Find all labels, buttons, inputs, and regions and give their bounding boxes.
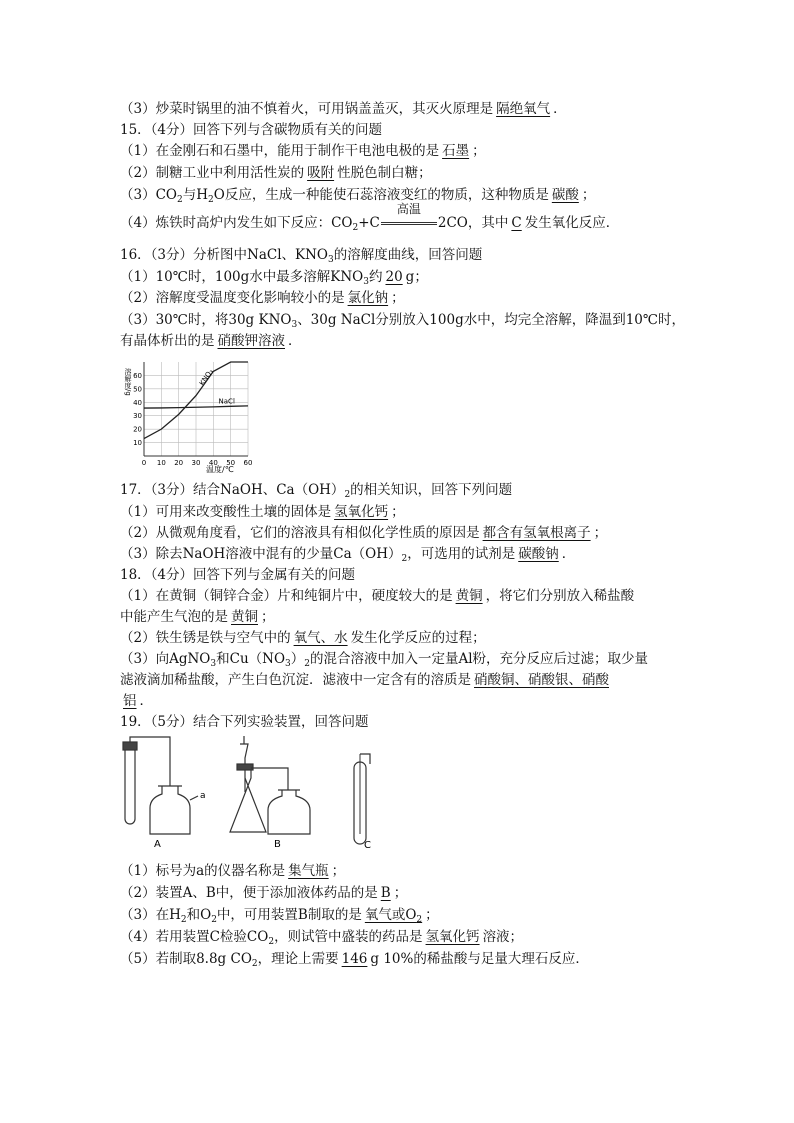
x-tick-label: 0 bbox=[141, 459, 147, 467]
answer: 146 bbox=[341, 951, 368, 967]
y-tick-label: 10 bbox=[133, 439, 142, 448]
y-tick-label: 30 bbox=[133, 412, 142, 421]
q19-4: （4）若用装置C检验$CO_2$，则试管中盛装的药品是 氢氧化钙 溶液； bbox=[120, 929, 524, 947]
q18-3-cont: 滤液滴加稀盐酸，产生白色沉淀．滤液中一定含有的溶质是 硝酸铜、硝酸银、硝酸 bbox=[120, 671, 612, 689]
y-tick-label: 60 bbox=[133, 371, 142, 380]
label-a: a bbox=[200, 791, 206, 801]
answer: 20 bbox=[385, 269, 403, 285]
q14-3: （3）炒菜时锅里的油不慎着火，可用锅盖盖灭，其灭火原理是 隔绝氧气 ． bbox=[120, 101, 567, 117]
q16-2: （2）溶解度受温度变化影响较小的是 氯化钠 ； bbox=[120, 290, 405, 306]
solubility-chart bbox=[120, 356, 260, 474]
q18-1-cont: 中能产生气泡的是 黄铜 ； bbox=[120, 609, 275, 625]
q17-3: （3）除去NaOH溶液中混有的少量$Ca(OH)_2$，可选用的试剂是 碳酸钠 ． bbox=[120, 546, 576, 564]
x-tick-label: 30 bbox=[191, 459, 201, 467]
y-tick-label: 40 bbox=[133, 398, 142, 407]
q19-3: （3）在$H_2$和$O_2$中，可用装置B制取的是 氧气或$O_2$ ； bbox=[120, 907, 439, 925]
y-tick-label: 20 bbox=[133, 425, 142, 434]
x-tick-label: 60 bbox=[243, 459, 253, 467]
q19-1: （1）标号为a的仪器名称是 集气瓶 ； bbox=[120, 863, 346, 879]
q15-header: 15．（4分）回答下列与含碳物质有关的问题 bbox=[120, 122, 383, 138]
answer: 硝酸钾溶液 bbox=[217, 333, 285, 349]
answer: C bbox=[511, 215, 522, 231]
q16-header: 16．（3分）分析图中NaCl、$KNO_3$的溶解度曲线，回答问题 bbox=[120, 247, 483, 265]
gas-bottle-b bbox=[268, 790, 310, 834]
apparatus-figure bbox=[118, 734, 388, 852]
label-B: B bbox=[274, 839, 281, 850]
test-tube-a bbox=[123, 742, 137, 824]
chart-ticks bbox=[133, 372, 252, 467]
q16-3: （3）30℃时，将30g $KNO_3$、30g NaCl分别放入100g水中，均完全溶解，降温到10℃时， bbox=[120, 312, 685, 330]
q16-3-cont: 有晶体析出的是 硝酸钾溶液 ． bbox=[120, 333, 302, 349]
x-tick-label: 50 bbox=[226, 459, 236, 467]
answer: 集气瓶 bbox=[288, 863, 329, 879]
y-axis-label: 溶解度/g bbox=[124, 368, 132, 396]
answer: 硝酸铜、硝酸银、硝酸 bbox=[474, 672, 609, 688]
y-tick-label: 50 bbox=[133, 385, 142, 394]
q16-1: （1）10℃时，100g水中最多溶解$KNO_3$约 20 g； bbox=[120, 269, 428, 287]
q18-3-cont2: 铝 ． bbox=[120, 692, 153, 710]
answer: 氯化钠 bbox=[347, 290, 389, 306]
q19-2: （2）装置A、B中，便于添加液体药品的是 B ； bbox=[120, 885, 408, 901]
q19-header: 19．（5分）结合下列实验装置，回答问题 bbox=[120, 714, 369, 730]
x-axis-label: 温度/℃ bbox=[206, 465, 234, 474]
reaction-condition: 高温 bbox=[380, 214, 438, 232]
q15-3: $(3)CO_2$与$H_2O$反应，生成一种能使石蕊溶液变红的物质，这种物质是 碳酸 ； bbox=[120, 187, 596, 205]
gas-bottle-a bbox=[150, 786, 190, 834]
answer: 黄铜 bbox=[231, 609, 258, 625]
answer: 吸附 bbox=[307, 165, 335, 181]
answer: 氧气、水 bbox=[293, 630, 348, 646]
q18-header: 18．（4分）回答下列与金属有关的问题 bbox=[120, 567, 356, 583]
label-C: C bbox=[364, 840, 371, 851]
q15-1: （1）在金刚石和石墨中，能用于制作干电池电极的是 石墨 ； bbox=[120, 143, 486, 159]
x-tick-label: 10 bbox=[156, 459, 166, 467]
answer: 氧气或$O_2$ bbox=[364, 907, 423, 925]
answer: 氢氧化钙 bbox=[334, 504, 389, 520]
q15-4: （4）炼铁时高炉内发生如下反应：$CO_2+C$ 高温 2CO，其中 C 发生氧化反应． bbox=[120, 202, 620, 233]
x-tick-label: 20 bbox=[174, 459, 184, 467]
answer: 碳酸钠 bbox=[518, 546, 559, 562]
delivery-tube-b bbox=[251, 768, 288, 790]
answer: 隔绝氧气 bbox=[496, 101, 551, 117]
answer: 铝 bbox=[123, 693, 137, 709]
series-label: NaCl bbox=[218, 397, 235, 406]
q18-2: （2）铁生锈是铁与空气中的 氧气、水 发生化学反应的过程； bbox=[120, 630, 486, 646]
q18-3: （3）向AgNO$_3$和$Cu(NO_3)_2$的混合溶液中加入一定量Al粉，充分反应后过滤；取少量 bbox=[120, 651, 649, 669]
q15-2: （2）制糖工业中利用活性炭的 吸附 性脱色制白糖； bbox=[120, 165, 432, 181]
chart-grid bbox=[144, 362, 248, 456]
q17-1: （1）可用来改变酸性土壤的固体是 氢氧化钙 ； bbox=[120, 504, 405, 520]
series-label: KNO₃ bbox=[198, 367, 215, 388]
q18-1: （1）在黄铜（铜锌合金）片和纯铜片中，硬度较大的是 黄铜 ，将它们分别放入稀盐酸 bbox=[120, 588, 635, 604]
answer: 氢氧化钙 bbox=[425, 929, 480, 945]
q17-2: （2）从微观角度看，它们的溶液具有相似化学性质的原因是 都含有氢氧根离子 ； bbox=[120, 525, 608, 541]
answer: 都含有氢氧根离子 bbox=[482, 525, 591, 541]
answer: 石墨 bbox=[442, 143, 470, 159]
label-A: A bbox=[154, 839, 161, 850]
x-tick-label: 40 bbox=[208, 459, 218, 467]
label-a-pointer bbox=[190, 796, 198, 800]
test-tube-c bbox=[354, 754, 370, 844]
conical-flask-b bbox=[230, 764, 266, 832]
q19-5: （5）若制取8.8g $CO_2$，理论上需要 146 g 10%的稀盐酸与足量大理石反应． bbox=[120, 951, 589, 969]
answer: 碳酸 bbox=[551, 187, 579, 203]
answer: 黄铜 bbox=[455, 588, 483, 604]
q17-header: 17．（3分）结合NaOH、$Ca(OH)_2$的相关知识，回答下列问题 bbox=[120, 482, 513, 500]
answer: B bbox=[380, 885, 391, 901]
